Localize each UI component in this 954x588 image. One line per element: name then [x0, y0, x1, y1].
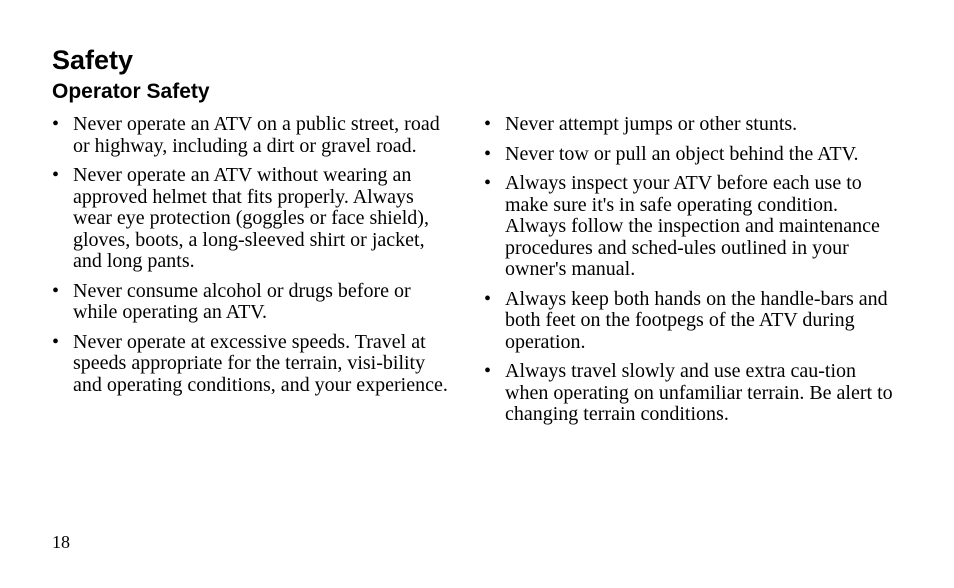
list-item-text: Always travel slowly and use extra cau-tion when operating on unfamiliar terrain. Be alert to changing terrain conditions. [505, 360, 893, 425]
list-item-text: Never consume alcohol or drugs before or while operating an ATV. [73, 279, 411, 323]
list-item [484, 173, 894, 281]
list-item [52, 114, 452, 157]
right-column-list [484, 114, 894, 434]
list-item [484, 144, 894, 166]
list-item [484, 289, 894, 354]
bullet-icon: • [52, 113, 60, 135]
page-number: 18 [52, 532, 70, 552]
list-item [52, 281, 452, 324]
bullet-icon: • [52, 330, 60, 353]
list-item-text: Never tow or pull an object behind the ATV. [505, 142, 859, 165]
list-item [52, 332, 452, 397]
bullet-icon: • [484, 287, 492, 310]
list-item [52, 165, 452, 273]
list-item [484, 114, 894, 136]
left-column-list [52, 114, 452, 404]
list-item-text: Never attempt jumps or other stunts. [505, 113, 798, 135]
bullet-icon: • [484, 142, 492, 165]
bullet-icon: • [52, 164, 60, 186]
bullet-icon: • [52, 279, 60, 302]
section-title: Operator Safety [52, 80, 210, 103]
page-title: Safety [52, 45, 134, 75]
list-item [484, 361, 894, 426]
bullet-icon: • [484, 172, 492, 194]
bullet-icon: • [484, 360, 492, 382]
list-item-text: Never operate an ATV without wearing an approved helmet that fits properly. Always wear eye protection (goggles or face shield), gloves, boots, a long-sleeved shirt or jacket, and long pants. [73, 164, 429, 272]
bullet-icon: • [484, 113, 492, 135]
list-item-text: Never operate an ATV on a public street, road or highway, including a dirt or gravel road. [73, 113, 440, 157]
list-item-text: Always inspect your ATV before each use to make sure it's in safe operating condition. Always follow the inspection and maintenance procedures and sched-ules outlined in your owner's manual. [505, 172, 880, 280]
list-item-text: Always keep both hands on the handle-bars and both feet on the footpegs of the ATV during operation. [505, 287, 888, 353]
list-item-text: Never operate at excessive speeds. Travel at speeds appropriate for the terrain, visi-bility and operating conditions, and your experience. [73, 330, 448, 396]
